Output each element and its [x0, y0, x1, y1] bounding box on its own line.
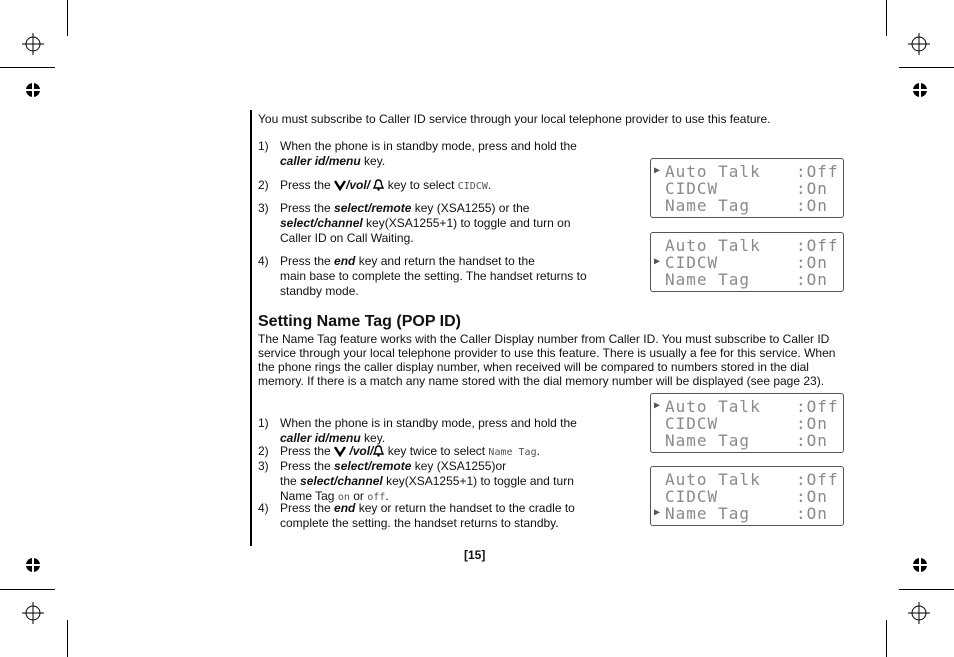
- step-number: 2): [258, 444, 269, 458]
- chevron-down-icon: [334, 446, 346, 457]
- registration-dot-icon: [26, 83, 40, 97]
- trim-mark: [0, 67, 55, 68]
- margin-rule: [250, 110, 252, 546]
- registration-dot-icon: [26, 558, 40, 572]
- step-3: 3) Press the select/remote key (XSA1255) or the select/channel key(XSA1255+1) to toggle and turn on Caller ID on Call Waiting.: [258, 201, 571, 245]
- trim-mark: [0, 589, 55, 590]
- registration-mark-icon: [908, 602, 930, 624]
- trim-mark: [67, 620, 68, 657]
- step-3: 3) Press the select/remote key (XSA1255)or the select/channel key(XSA1255+1) to toggle and turn Name Tag on or off.: [258, 459, 574, 503]
- registration-mark-icon: [22, 602, 44, 624]
- trim-mark: [886, 620, 887, 657]
- chevron-down-icon: [334, 180, 346, 191]
- section-paragraph: The Name Tag feature works with the Caller Display number from Caller ID. You must subscribe to Caller ID service through your local telephone provider to use this feature. There is usually a fee for this service. When the phone rings the caller display number, when received will be compared to numbers stored in the dial memory. If there is a match any name stored with the dial memory number will be displayed (see page 23).: [258, 332, 836, 388]
- step-number: 4): [258, 501, 269, 515]
- step-1: 1) When the phone is in standby mode, press and hold the caller id/menu key.: [258, 416, 577, 445]
- lcd-display-auto-talk: ▶ Auto Talk :Off CIDCW :On Name Tag :On: [650, 158, 844, 218]
- trim-mark: [67, 0, 68, 36]
- bell-icon: [373, 179, 384, 191]
- step-number: 3): [258, 459, 269, 473]
- lcd-display-cidcw: ▶ Auto Talk :Off CIDCW :On Name Tag :On: [650, 232, 844, 292]
- step-number: 1): [258, 416, 269, 430]
- step-4: 4) Press the end key and return the handset to the main base to complete the setting. The handset returns to standby mode.: [258, 254, 587, 298]
- page-number: [15]: [464, 548, 486, 562]
- registration-mark-icon: [22, 33, 44, 55]
- registration-dot-icon: [913, 83, 927, 97]
- lcd-display-auto-talk-2: ▶ Auto Talk :Off CIDCW :On Name Tag :On: [650, 393, 844, 453]
- registration-dot-icon: [913, 558, 927, 572]
- lcd-display-name-tag: ▶ Auto Talk :Off CIDCW :On Name Tag :On: [650, 466, 844, 526]
- cursor-arrow-icon: ▶: [654, 400, 662, 411]
- step-4: 4) Press the end key or return the handset to the cradle to complete the setting. the handset returns to standby.: [258, 501, 575, 530]
- cursor-arrow-icon: ▶: [654, 165, 662, 176]
- intro-text: You must subscribe to Caller ID service through your local telephone provider to use this feature.: [258, 112, 771, 126]
- bell-icon: [373, 445, 384, 457]
- step-1: 1) When the phone is in standby mode, press and hold the caller id/menu key.: [258, 139, 577, 168]
- cursor-arrow-icon: ▶: [654, 256, 662, 267]
- registration-mark-icon: [908, 33, 930, 55]
- cursor-arrow-icon: ▶: [654, 507, 662, 518]
- trim-mark: [899, 589, 954, 590]
- trim-mark: [886, 0, 887, 36]
- step-number: 2): [258, 178, 269, 192]
- step-2: 2) Press the /vol/ key twice to select Name Tag.: [258, 444, 540, 458]
- step-2: 2) Press the /vol/ key to select CIDCW.: [258, 178, 492, 192]
- section-heading: Setting Name Tag (POP ID): [258, 313, 461, 330]
- trim-mark: [899, 67, 954, 68]
- step-number: 3): [258, 201, 269, 215]
- step-number: 1): [258, 139, 269, 153]
- step-number: 4): [258, 254, 269, 268]
